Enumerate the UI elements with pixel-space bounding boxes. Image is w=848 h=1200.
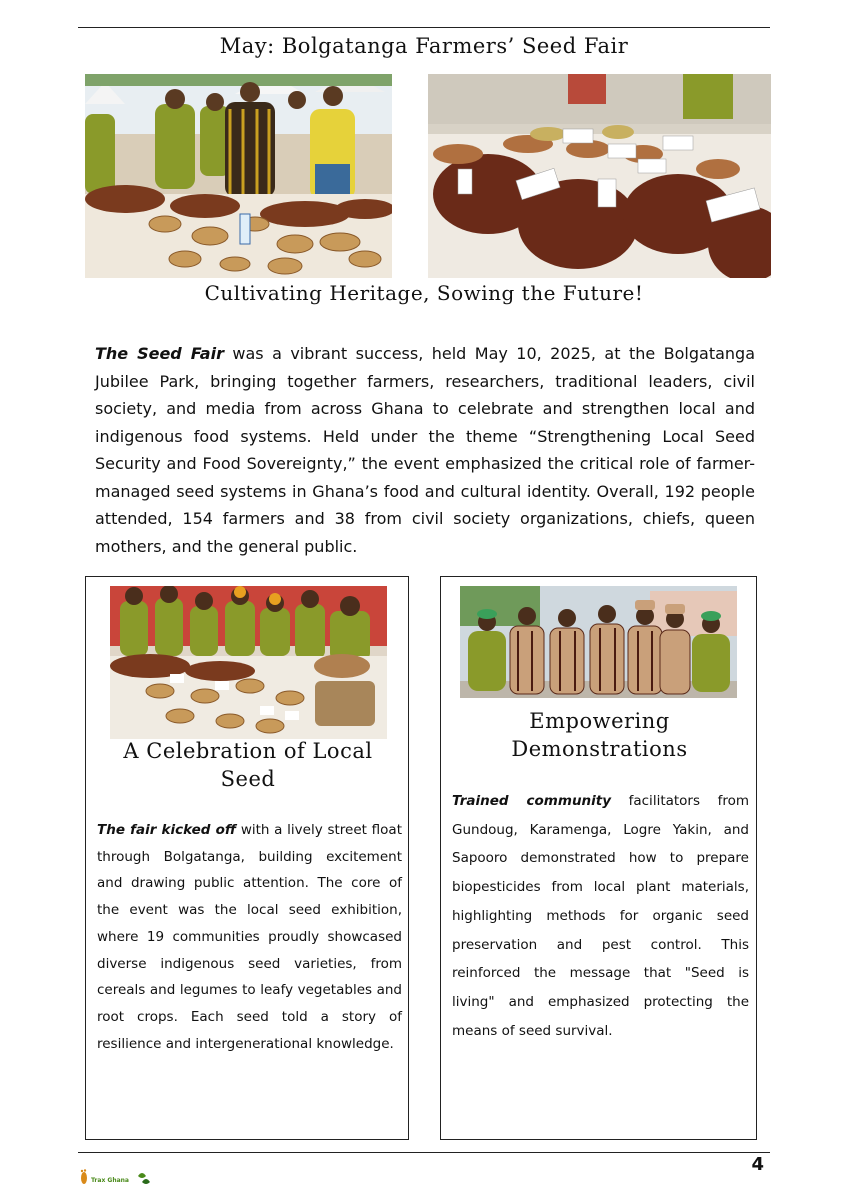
celebration-lead: The fair kicked off bbox=[97, 822, 237, 838]
photo-community-facilitators bbox=[460, 586, 737, 698]
intro-body: was a vibrant success, held May 10, 2025, at the Bolgatanga Jubilee Park, bringing together farmers, researchers, traditional leaders, civil society, and media from across Ghana to celebrate and strengthen local and indigenous food systems. Held under the theme “Strengthening Local Seed Security and Food Sovereignty,” the event emphasized the critical role of farmer-managed seed systems in Ghana’s food and cultural identity. Overall, 192 people attended, 154 farmers and 38 from civil society organizations, chiefs, queen mothers, and the general public. bbox=[95, 344, 755, 556]
celebration-title: A Celebration of Local Seed bbox=[123, 739, 373, 791]
top-rule bbox=[78, 27, 770, 28]
celebration-box bbox=[85, 576, 409, 1140]
bottom-rule bbox=[78, 1152, 770, 1153]
demonstrations-text bbox=[452, 787, 749, 1045]
demonstrations-box bbox=[440, 576, 757, 1140]
tagline: Cultivating Heritage, Sowing the Future! bbox=[204, 281, 644, 305]
photo-farmers-at-seed-display bbox=[85, 74, 392, 278]
trax-ghana-logo bbox=[78, 1168, 158, 1190]
demonstrations-title: Empowering Demonstrations bbox=[511, 709, 688, 761]
demonstrations-body: facilitators from Gundoug, Karamenga, Logre Yakin, and Sapooro demonstrated how to prepare biopesticides from local plant materials, highlighting methods for organic seed preservation and pest control. This reinforced the message that "Seed is living" and emphasized protecting the means of seed survival. bbox=[452, 793, 750, 1039]
page-number: 4 bbox=[751, 1154, 764, 1175]
logo-text: Trax Ghana bbox=[91, 1177, 129, 1184]
photo-seed-piles-labeled bbox=[428, 74, 771, 278]
intro-paragraph bbox=[95, 340, 755, 560]
page-title: May: Bolgatanga Farmers’ Seed Fair bbox=[219, 34, 629, 58]
photo-women-seed-exhibition bbox=[110, 586, 387, 739]
intro-lead: The Seed Fair bbox=[95, 344, 224, 363]
demonstrations-lead: Trained community bbox=[452, 793, 612, 809]
celebration-body: with a lively street float through Bolgatanga, building excitement and drawing public attention. The core of the event was the local seed exhibition, where 19 communities proudly showcased diverse indigenous seed varieties, from cereals and legumes to leafy vegetables and root crops. Each seed told a story of resilience and intergenerational knowledge. bbox=[97, 822, 402, 1052]
celebration-text bbox=[97, 817, 402, 1057]
